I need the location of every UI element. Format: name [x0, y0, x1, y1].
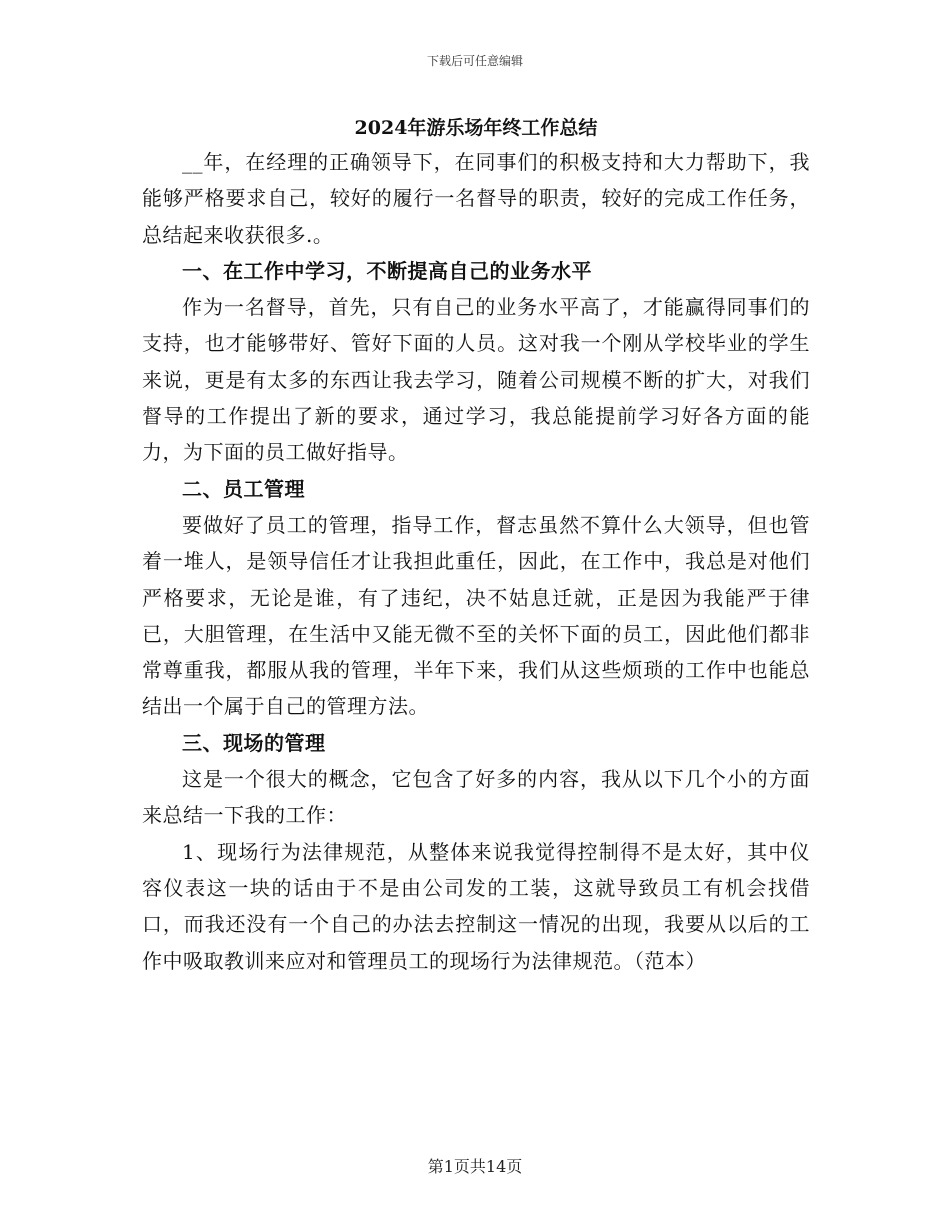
intro-paragraph: __年，在经理的正确领导下，在同事们的积极支持和大力帮助下，我能够严格要求自己，较好的履行一名督导的职责，较好的完成工作任务，总结起来收获很多.。 — [142, 150, 810, 247]
section-heading-1: 一、在工作中学习，不断提高自己的业务水平 — [182, 258, 592, 283]
section-3-paragraph: 这是一个很大的概念，它包含了好多的内容，我从以下几个小的方面来总结一下我的工作： — [142, 767, 810, 828]
header-note: 下载后可任意编辑 — [426, 54, 523, 68]
page-footer: 第1页共14页 — [427, 1157, 523, 1176]
section-heading-2: 二、员工管理 — [182, 476, 305, 501]
document-title: 2024年游乐场年终工作总结 — [354, 117, 598, 139]
section-1-paragraph: 作为一名督导，首先，只有自己的业务水平高了，才能赢得同事们的支持，也才能够带好、管好下面的人员。这对我一个刚从学校毕业的学生来说，更是有太多的东西让我去学习，随着公司规模不断的扩大，对我们督导的工作提出了新的要求，通过学习，我总能提前学习好各方面的能力，为下面的员工做好指导。 — [142, 295, 810, 465]
section-3-item-1: 1、现场行为法律规范，从整体来说我觉得控制得不是太好，其中仪容仪表这一块的话由于不是由公司发的工装，这就导致员工有机会找借口，而我还没有一个自己的办法去控制这一情况的出现，我要从以后的工作中吸取教训来应对和管理员工的现场行为法律规范。（范本） — [142, 839, 810, 973]
document-body — [142, 112, 810, 979]
section-heading-3: 三、现场的管理 — [182, 730, 326, 755]
section-2-paragraph: 要做好了员工的管理，指导工作，督志虽然不算什么大领导，但也管着一堆人，是领导信任才让我担此重任，因此，在工作中，我总是对他们严格要求，无论是谁，有了违纪，决不姑息迁就，正是因为我能严于律已，大胆管理，在生活中又能无微不至的关怀下面的员工，因此他们都非常尊重我，都服从我的管理，半年下来，我们从这些烦琐的工作中也能总结出一个属于自己的管理方法。 — [142, 512, 810, 719]
